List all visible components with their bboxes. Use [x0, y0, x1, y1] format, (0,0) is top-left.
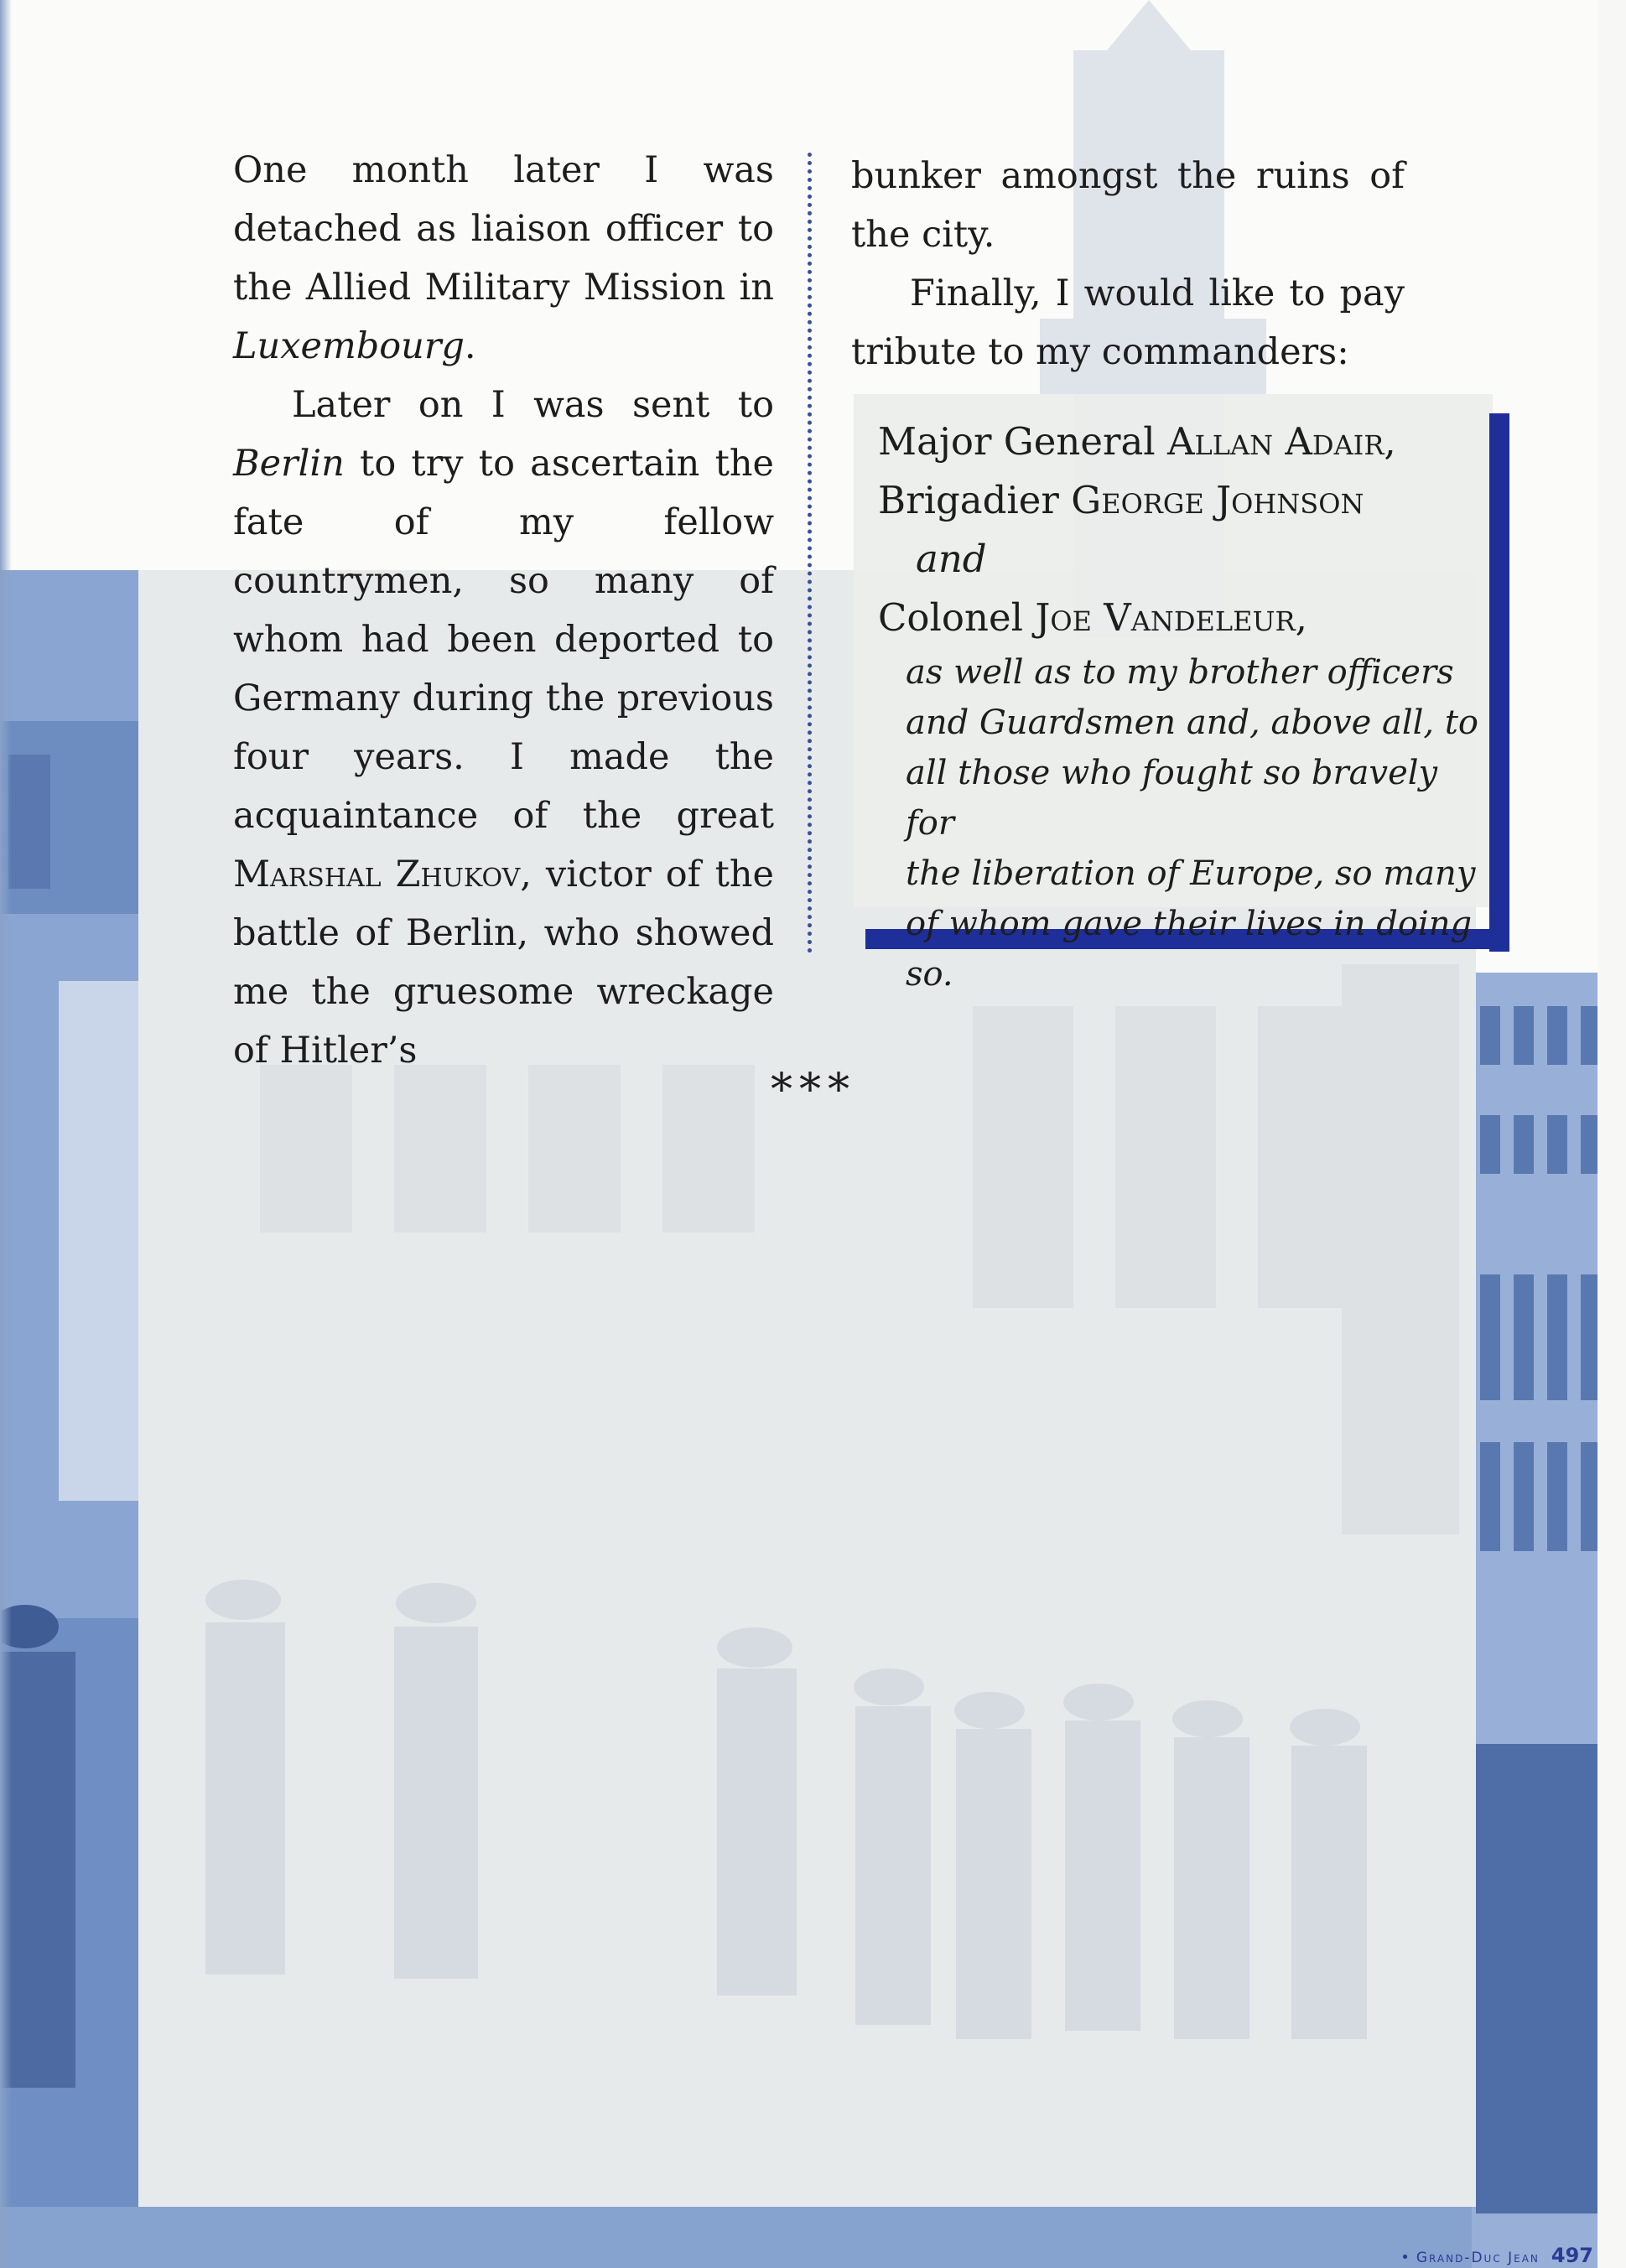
- place-name-berlin: Berlin: [233, 443, 345, 485]
- footer-bullet: •: [1400, 2249, 1410, 2266]
- column-divider-dotted: [808, 153, 812, 953]
- commander-vandeleur: Colonel Joe Vandeleur,: [878, 595, 1307, 640]
- paragraph-berlin: Later on I was sent to Berlin to try to ascertain the fate of my fellow countrymen, so many of whom had been deported to Germany during the previous four years. I made the acquaintance of the great Marshal Zhukov, victor of the battle of Berlin, who showed me the gruesome wreckage of Hitler’s: [233, 384, 774, 1072]
- section-separator: ***: [771, 1065, 856, 1115]
- paragraph-bunker: bunker amongst the ruins of the city.: [851, 155, 1405, 256]
- tribute-dedication-line: the liberation of Europe, so many: [906, 854, 1476, 893]
- tribute-box-accent-vertical: [1489, 413, 1509, 952]
- page-footer: [1258, 2244, 1593, 2267]
- tribute-text: [878, 413, 1482, 999]
- commander-adair: Major General Allan Adair,: [878, 419, 1396, 464]
- place-name-luxembourg: Luxembourg: [233, 325, 465, 367]
- page-spine-shadow: [0, 0, 12, 2268]
- page-number: 497: [1551, 2244, 1593, 2267]
- name-marshal-zhukov: Marshal Zhukov: [233, 854, 521, 895]
- tribute-dedication-line: and Guardsmen and, above all, to: [906, 703, 1479, 742]
- tribute-dedication-line: as well as to my brother officers: [906, 653, 1454, 692]
- tribute-dedication-line: of whom gave their lives in doing so.: [906, 905, 1473, 994]
- tribute-dedication-line: all those who fought so bravely for: [906, 754, 1438, 843]
- paragraph-liaison-officer: One month later I was detached as liaison officer to the Allied Military Mission in Luxembourg.: [233, 149, 774, 367]
- right-text-column: [851, 147, 1405, 381]
- commander-johnson: Brigadier George Johnson: [878, 478, 1364, 522]
- left-text-column: [233, 141, 774, 1080]
- running-title: Grand-Duc Jean: [1416, 2250, 1540, 2266]
- paragraph-tribute-intro: Finally, I would like to pay tribute to my commanders:: [851, 272, 1405, 373]
- tribute-and: and: [916, 537, 987, 581]
